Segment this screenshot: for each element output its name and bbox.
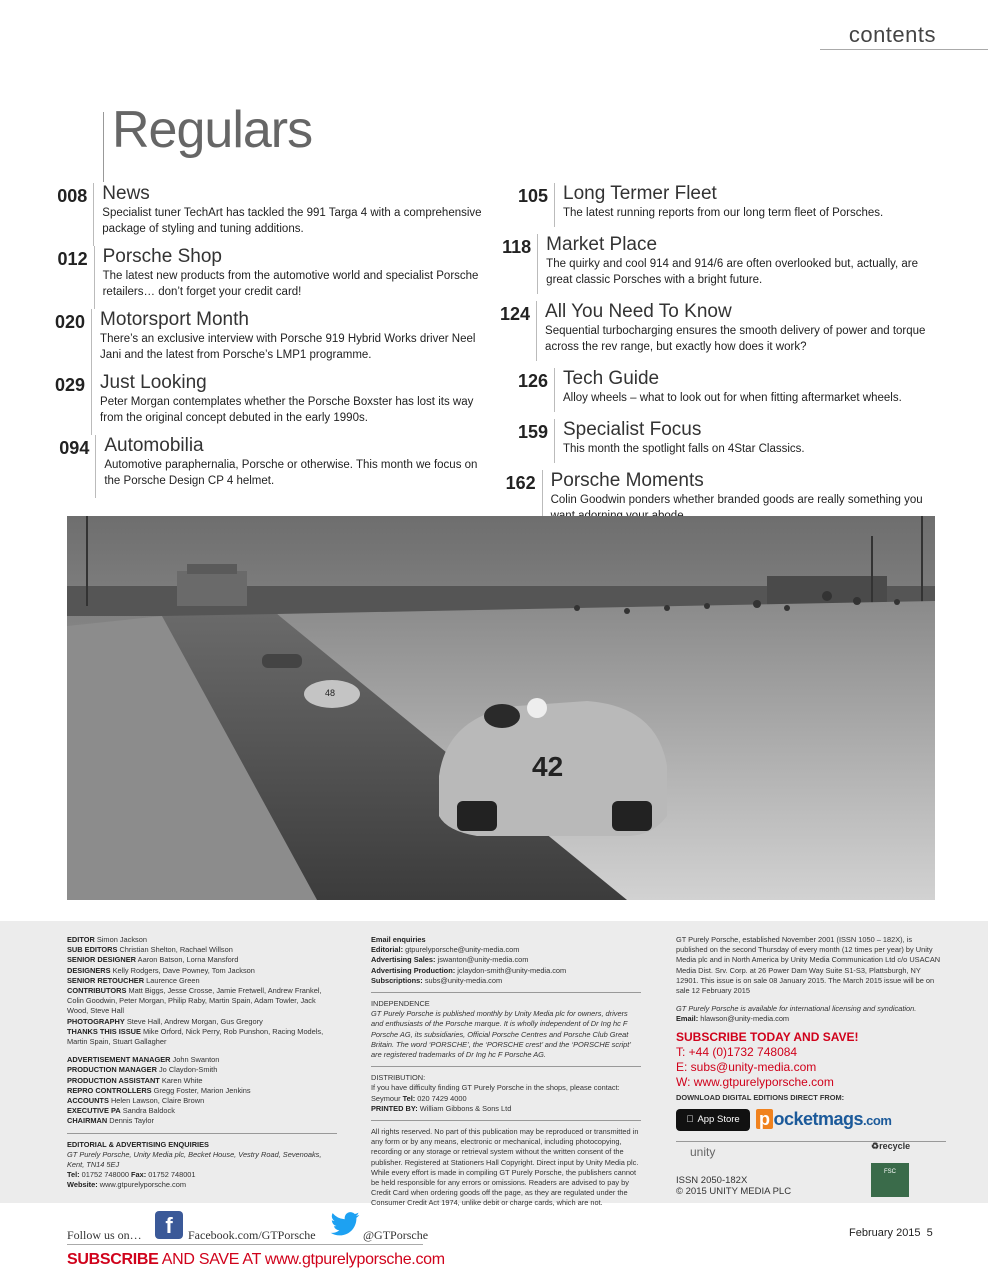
info-column — [371, 935, 641, 1209]
toc-item[interactable] — [500, 419, 930, 463]
page-folio: February 2015 5 — [849, 1227, 933, 1239]
credit-line: PRODUCTION MANAGER Jo Claydon-Smith — [67, 1065, 218, 1075]
toc-entry — [95, 435, 495, 498]
email-line[interactable]: Advertising Production: jclaydon-smith@unity-media.com — [371, 965, 567, 975]
toc-item[interactable] — [55, 435, 495, 498]
toc-description: The latest new products from the automotive world and specialist Porsche retailers… don’t forget your credit card! — [102, 270, 479, 298]
email-line[interactable]: Editorial: gtpurelyporsche@unity-media.com — [371, 945, 520, 955]
fsc-logo: FSC — [871, 1163, 909, 1197]
car-number-48: 48 — [325, 688, 336, 698]
toc-item[interactable] — [500, 368, 930, 412]
toc-page-number: 094 — [59, 438, 90, 458]
credit-line: DESIGNERS Kelly Rodgers, Dave Powney, Tom Jackson — [67, 965, 255, 975]
credit-line: CHAIRMAN Dennis Taylor — [67, 1116, 154, 1126]
credit-line: ACCOUNTS Helen Lawson, Claire Brown — [67, 1096, 205, 1106]
toc-page-number: 162 — [505, 473, 536, 493]
publication-column — [676, 935, 941, 1201]
subscribe-heading: SUBSCRIBE TODAY AND SAVE! — [676, 1029, 859, 1044]
toc-title: Just Looking — [100, 372, 207, 393]
credit-line: ADVERTISEMENT MANAGER John Swanton — [67, 1055, 220, 1065]
toc-description: Alloy wheels – what to look out for when fitting aftermarket wheels. — [563, 392, 902, 404]
toc-entry — [93, 183, 495, 246]
toc-title: Specialist Focus — [563, 419, 702, 440]
toc-description: Sequential turbocharging ensures the smooth delivery of power and torque across the rev range, but exactly how does it work? — [545, 325, 926, 353]
credit-line: PHOTOGRAPHY Steve Hall, Andrew Morgan, Gus Gregory — [67, 1016, 263, 1026]
subscribe-email[interactable]: E: subs@unity-media.com — [676, 1059, 817, 1074]
download-heading: DOWNLOAD DIGITAL EDITIONS DIRECT FROM: — [676, 1092, 845, 1102]
toc-page-number: 020 — [55, 312, 86, 332]
footer-divider — [67, 1244, 423, 1245]
printer-line: PRINTED BY: William Gibbons & Sons Ltd — [371, 1103, 512, 1113]
unity-logo: unity — [690, 1144, 716, 1159]
toc-page-number: 008 — [57, 186, 88, 206]
facebook-icon[interactable]: f — [155, 1211, 183, 1239]
car-number-42: 42 — [532, 751, 564, 782]
pocketmags-badge[interactable]: p ocketmags.com — [756, 1114, 891, 1126]
credit-line: REPRO CONTROLLERS Gregg Foster, Marion Jenkins — [67, 1085, 251, 1095]
toc-title: All You Need To Know — [545, 301, 732, 322]
toc-description: Specialist tuner TechArt has tackled the 991 Targa 4 with a comprehensive package of styling and tuning additions. — [102, 207, 482, 235]
toc-entry — [91, 309, 495, 372]
toc-title: Motorsport Month — [100, 309, 249, 330]
recycle-logo: ♻recycle — [871, 1140, 911, 1151]
toc-entry — [554, 419, 805, 463]
twitter-link[interactable]: @GTPorsche — [363, 1228, 429, 1242]
toc-entry — [536, 301, 930, 361]
toc-item[interactable] — [500, 234, 930, 294]
toc-item[interactable] — [55, 372, 495, 435]
credit-line: THANKS THIS ISSUE Mike Orford, Nick Perry, Rob Punshon, Racing Models, Martin Spain, Stuart Gallagher — [67, 1026, 324, 1047]
toc-item[interactable] — [55, 309, 495, 372]
subscribe-phone[interactable]: T: +44 (0)1732 748084 — [676, 1044, 798, 1059]
toc-item[interactable] — [55, 246, 495, 309]
toc-page-number: 126 — [517, 371, 548, 391]
publisher-logos — [676, 1141, 941, 1201]
credit-line: SENIOR DESIGNER Aaron Batson, Lorna Mansford — [67, 955, 239, 965]
distribution-text: If you have difficulty finding GT Purely Porsche in the shops, please contact: Seymour Tel: 020 7429 4000 — [371, 1083, 620, 1103]
toc-entry — [554, 368, 902, 412]
distribution-heading: DISTRIBUTION: — [371, 1073, 426, 1083]
independence-text: GT Purely Porsche is published monthly by Unity Media plc for owners, drivers and enthusiasts of the Porsche marque. It is wholly independent of Dr Ing hc F Porsche AG, its subsidiaries, Official Porsche Centres and Porsche Club Great Britain. The word ‘PORSCHE’, the ‘PORSCHE crest’ and the ‘PORSCHE script’ are registered trademarks of Dr Ing hc F Porsche AG. — [371, 1009, 631, 1060]
email-line[interactable]: Subscriptions: subs@unity-media.com — [371, 975, 503, 985]
twitter-icon[interactable] — [330, 1212, 360, 1236]
email-line[interactable]: Advertising Sales: jswanton@unity-media.com — [371, 955, 529, 965]
toc-entry — [94, 246, 495, 309]
credit-line: SENIOR RETOUCHER Laurence Green — [67, 975, 200, 985]
apple-icon — [686, 1115, 693, 1125]
title-divider — [103, 112, 104, 182]
enquiries-website[interactable]: Website: www.gtpurelyporsche.com — [67, 1180, 186, 1190]
toc-page-number: 124 — [500, 304, 531, 324]
toc-title: Automobilia — [104, 435, 204, 456]
toc-entry — [554, 183, 883, 227]
toc-description: Colin Goodwin ponders whether branded goods are really something you — [550, 494, 923, 506]
credit-line: EXECUTIVE PA Sandra Baldock — [67, 1106, 175, 1116]
recycle-icon: ♻ — [871, 1140, 880, 1151]
toc-title: Market Place — [546, 234, 658, 255]
facebook-link[interactable]: Facebook.com/GTPorsche — [188, 1228, 316, 1242]
credit-line: EDITOR Simon Jackson — [67, 935, 147, 944]
toc-description: Peter Morgan contemplates whether the Porsche Boxster has lost its way from the original concept debuted in the early 1990s. — [100, 396, 474, 424]
toc-page-number: 105 — [517, 186, 548, 206]
toc-description: Automotive paraphernalia, Porsche or otherwise. This month we focus on the Porsche Design CP 4 helmet. — [104, 459, 478, 487]
credits-column — [67, 935, 337, 1191]
toc-page-number: 029 — [55, 375, 86, 395]
licensing-email[interactable]: Email: hlawson@unity-media.com — [676, 1014, 790, 1024]
enquiries-phone: Tel: 01752 748000 Fax: 01752 748001 — [67, 1170, 196, 1180]
credit-line: CONTRIBUTORS Matt Biggs, Jesse Crosse, Jamie Fretwell, Andrew Frankel, Colin Goodwin, Peter Morgan, Philip Raby, Martin Spain, Adam Towler, Jack Wood, Steve Hall — [67, 986, 322, 1016]
toc-left-column — [55, 183, 495, 498]
enquiries-heading: EDITORIAL & ADVERTISING ENQUIRIES — [67, 1139, 209, 1149]
established-text: GT Purely Porsche, established November 2001 (ISSN 1050 – 182X), is published on the second Thursday of every month (12 times per year) by Unity Media plc and in North America by Unity Media Communication Ltd c/o USACAN Media Dist. Srv. Corp. at 26 Power Dam Way Suite S1-S3, Plattsburgh, NY 12901. This issue is on sale 08 January 2015. The March 2015 issue will be on sale 12 February 2015 — [676, 935, 941, 996]
toc-description: The latest running reports from our long term fleet of Porsches. — [563, 207, 884, 219]
toc-page-number: 012 — [57, 249, 88, 269]
section-label: contents — [848, 22, 936, 47]
licensing-text: GT Purely Porsche is available for international licensing and syndication. — [676, 1004, 917, 1014]
toc-title: Long Termer Fleet — [563, 183, 717, 204]
section-rule — [820, 49, 988, 50]
toc-right-column — [500, 183, 930, 537]
app-store-badge[interactable]: App Store — [676, 1109, 750, 1131]
toc-entry — [537, 234, 930, 294]
toc-description: There’s an exclusive interview with Porsche 919 Hybrid Works driver Neel Jani and the latest from Porsche’s LMP1 programme. — [100, 333, 476, 361]
toc-title: Porsche Moments — [550, 470, 704, 491]
store-badges — [676, 1109, 941, 1131]
email-heading: Email enquiries — [371, 935, 426, 944]
subscribe-web[interactable]: W: www.gtpurelyporsche.com — [676, 1074, 834, 1089]
toc-item[interactable] — [55, 183, 495, 246]
toc-description: The quirky and cool 914 and 914/6 are often overlooked but, actually, are great classic Porsches with a bright future. — [546, 258, 919, 286]
independence-heading: INDEPENDENCE — [371, 999, 430, 1009]
toc-item[interactable] — [500, 183, 930, 227]
toc-entry — [91, 372, 495, 435]
toc-title: Porsche Shop — [102, 246, 222, 267]
race-photo-illustration — [67, 516, 935, 900]
toc-item[interactable] — [500, 301, 930, 361]
toc-page-number: 118 — [502, 237, 532, 257]
toc-page-number: 159 — [517, 422, 548, 442]
rights-text: All rights reserved. No part of this publication may be reproduced or transmitted in any form or by any means, electronic or mechanical, including photocopying, recording or any storage or retrieval system without the written consent of the publisher. Registered at Stationers Hall Copyright. Direct input by Unity Media plc. While every effort is made in compiling GT Purely Porsche, the publishers cannot be held responsible for any errors or omissions. Readers are advised to pay by Credit Card when ordering goods off the page, as they are regulated under the Consumer Credit Act 1974, unlike debit or charge cards, which are not. — [371, 1127, 639, 1208]
credit-line: PRODUCTION ASSISTANT Karen White — [67, 1075, 203, 1085]
follow-label: Follow us on… — [67, 1228, 142, 1242]
race-photo — [67, 516, 935, 900]
toc-title: Tech Guide — [563, 368, 660, 389]
subscribe-banner[interactable]: SUBSCRIBE AND SAVE AT www.gtpurelyporsche.com — [67, 1251, 445, 1268]
toc-title: News — [102, 183, 150, 204]
credit-line: SUB EDITORS Christian Shelton, Rachael Willson — [67, 945, 233, 955]
enquiries-address: GT Purely Porsche, Unity Media plc, Becket House, Vestry Road, Sevenoaks, Kent, TN14 5EJ — [67, 1149, 322, 1170]
page-title: Regulars — [112, 101, 313, 159]
issn-block: ISSN 2050-182X © 2015 UNITY MEDIA PLC — [676, 1174, 792, 1197]
toc-description: This month the spotlight falls on 4Star Classics. — [563, 443, 805, 455]
